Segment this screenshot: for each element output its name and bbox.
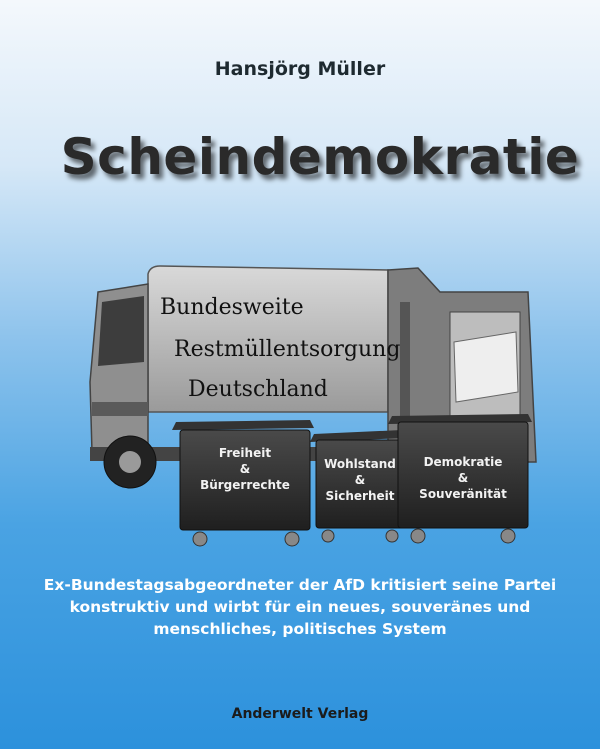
bin-2-line-2: & (354, 473, 366, 487)
book-blurb: Ex-Bundestagsabgeordneter der AfD kritisiert seine Partei konstruktiv und wirbt für ein neues, souveränes und menschliches, politisches System (43, 576, 557, 638)
bin-3-line-2: & (457, 471, 469, 485)
truck-line-2: Restmüllentsorgung (174, 337, 401, 362)
bin-demokratie (388, 414, 532, 543)
bin-freiheit (172, 420, 314, 546)
bin-1-line-3: Bürgerrechte (200, 478, 290, 492)
bin-3-line-3: Souveränität (419, 487, 507, 501)
publisher-name: Anderwelt Verlag (231, 706, 369, 722)
truck-line-3: Deutschland (188, 377, 328, 402)
bin-3-line-1: Demokratie (423, 455, 503, 469)
bin-wohlstand (310, 430, 406, 542)
author-name: Hansjörg Müller (214, 58, 386, 80)
truck-line-1: Bundesweite (160, 295, 304, 320)
garbage-truck-illustration (88, 262, 540, 562)
bin-1-line-2: & (239, 462, 251, 476)
book-title: Scheindemokratie (60, 128, 580, 186)
bin-1-line-1: Freiheit (218, 446, 272, 460)
bin-2-line-3: Sicherheit (325, 489, 395, 503)
bin-2-line-1: Wohlstand (324, 457, 396, 471)
